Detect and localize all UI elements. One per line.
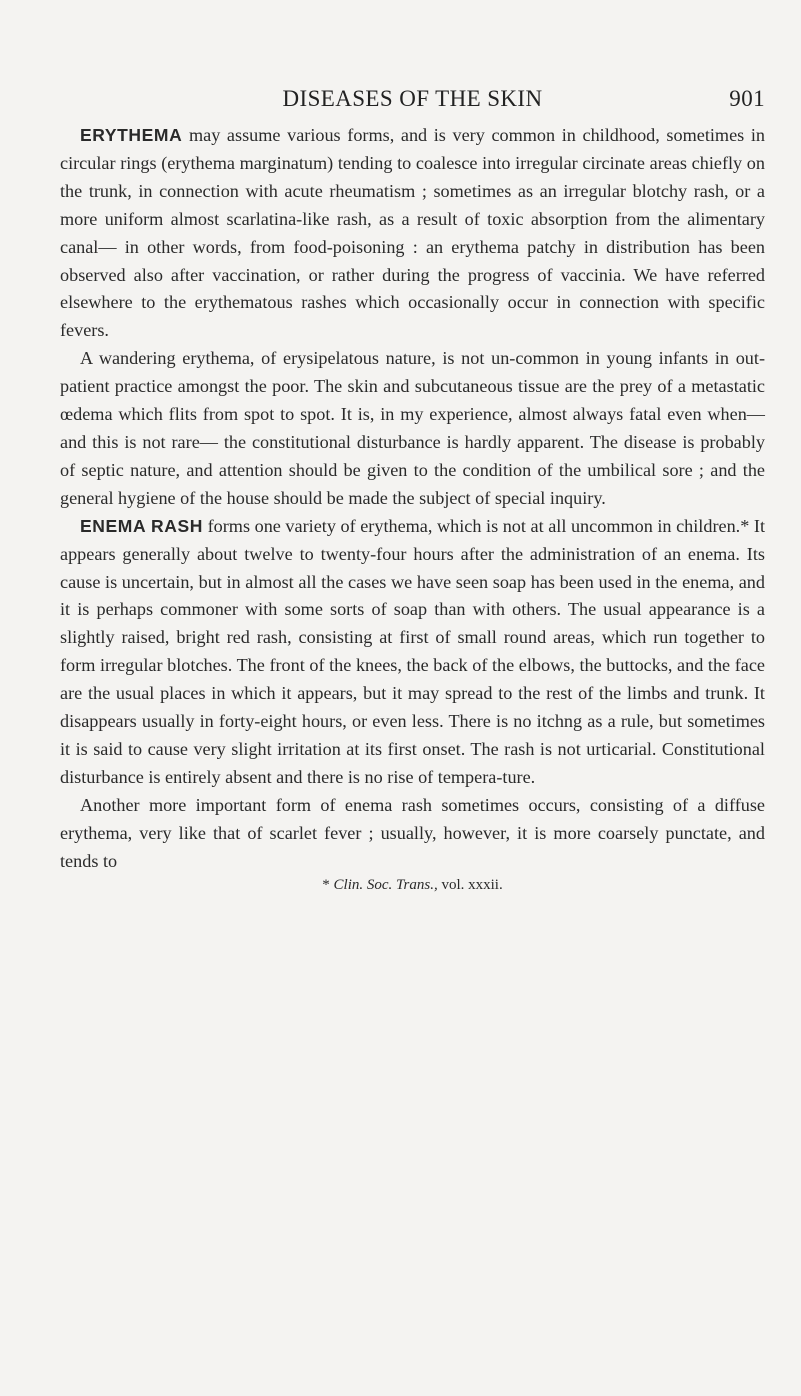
section-heading-erythema: ERYTHEMA (80, 125, 183, 145)
footnote (60, 877, 765, 894)
paragraph-text: forms one variety of erythema, which is not at all uncommon in children.* It appears generally about twelve to twenty-four hours after the administration of an enema. Its cause is uncertain, but in almost all the cases we have seen soap has been used in the enema, and it is perhaps commoner with some sorts of soap than with others. The usual appearance is a slightly raised, bright red rash, consisting at first of small round areas, which run together to form irregular blotches. The front of the knees, the back of the elbows, the buttocks, and the face are the usual places in which it appears, but it may spread to the rest of the limbs and trunk. It disappears usually in forty-eight hours, or even less. There is no itchng as a rule, but sometimes it is said to cause very slight irritation at its first onset. The rash is not urticarial. Constitutional disturbance is entirely absent and there is no rise of tempera-ture. (60, 515, 765, 787)
body-text (60, 122, 765, 875)
section-heading-enema-rash: ENEMA RASH (80, 515, 204, 536)
footnote-source: Clin. Soc. Trans., (333, 877, 438, 894)
paragraph-wandering-erythema (60, 345, 765, 512)
paragraph-erythema (60, 122, 765, 345)
page-number: 901 (729, 86, 765, 111)
paragraph-text: may assume various forms, and is very common in childhood, sometimes in circular rings (erythema marginatum) tending to coalesce into irregular circinate areas chiefly on the trunk, in connection with acute rheumatism ; sometimes as an irregular blotchy rash, or a more uniform almost scarlatina-like rash, as a result of toxic absorption from the alimentary canal— in other words, from food-poisoning : an erythema patchy in distribution has been observed also after vaccination, or rather during the progress of vaccinia. We have referred elsewhere to the erythematous rashes which occasionally occur in connection with specific fevers. (60, 125, 765, 341)
running-head-title: DISEASES OF THE SKIN (282, 86, 543, 111)
paragraph-enema-rash (60, 513, 765, 792)
paragraph-another-form (60, 792, 765, 876)
paragraph-text: Another more important form of enema rash sometimes occurs, consisting of a diffuse erythema, very like that of scarlet fever ; usually, however, it is more coarsely punctate, and tends to (60, 794, 765, 871)
running-head (60, 86, 765, 122)
footnote-volume: vol. xxxii. (437, 877, 503, 894)
book-page (60, 86, 765, 894)
footnote-marker: * (322, 877, 334, 894)
paragraph-text: A wandering erythema, of erysipelatous nature, is not un-common in young infants in out-patient practice amongst the poor. The skin and subcutaneous tissue are the prey of a metastatic œdema which flits from spot to spot. It is, in my experience, almost always fatal even when—and this is not rare— the constitutional disturbance is hardly apparent. The disease is probably of septic nature, and attention should be given to the condition of the umbilical sore ; and the general hygiene of the house should be made the subject of special inquiry. (60, 348, 765, 508)
